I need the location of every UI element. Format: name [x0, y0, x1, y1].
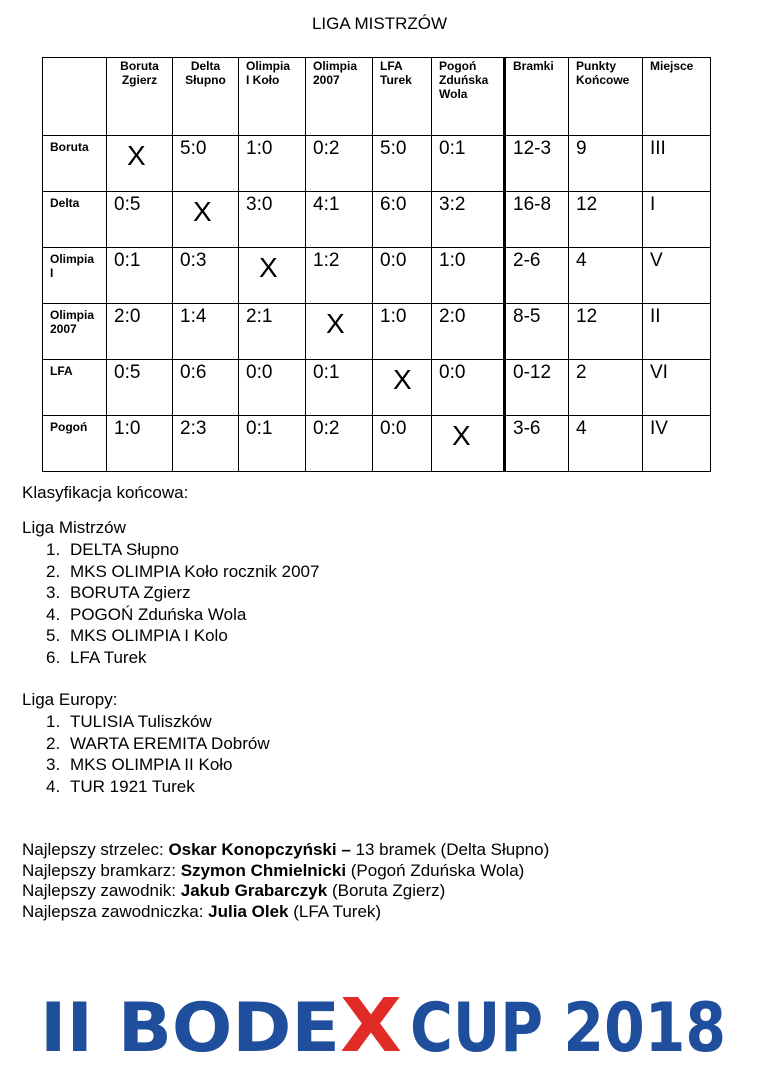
list-item: 1. TULISIA Tuliszków [46, 712, 212, 731]
goals-cell: 3-6 [505, 416, 569, 472]
self-match-cell: X [432, 416, 505, 472]
column-header-line: LFA [380, 59, 403, 73]
award-detail: (Pogoń Zduńska Wola) [346, 860, 525, 880]
score-cell: 0:2 [306, 136, 373, 192]
award-label: Najlepszy zawodnik: [22, 881, 181, 900]
column-header-line: Turek [380, 73, 412, 87]
award-winner-name: Oskar Konopczyński [168, 840, 337, 859]
column-header-line: 2007 [313, 73, 340, 87]
score-cell: 0:5 [107, 360, 173, 416]
list-item-text: DELTA Słupno [70, 540, 179, 559]
champions-league-label: Liga Mistrzów [22, 518, 126, 537]
award-line [22, 881, 549, 902]
row-team-line: Boruta [50, 140, 89, 154]
score-cell: 0:1 [306, 360, 373, 416]
europa-league-label: Liga Europy: [22, 690, 118, 709]
award-dash: – [336, 840, 351, 859]
table-row [43, 360, 711, 416]
list-item: 3. BORUTA Zgierz [46, 583, 191, 603]
list-item: 3. MKS OLIMPIA II Koło [46, 755, 233, 775]
award-winner-name: Jakub Grabarczyk [180, 881, 328, 900]
row-team-line: Olimpia [50, 252, 95, 266]
table-row [43, 416, 711, 472]
row-team-name [43, 192, 107, 248]
list-item-text: BORUTA Zgierz [70, 583, 191, 603]
points-cell: 12 [569, 304, 643, 360]
score-cell: 0:0 [239, 360, 306, 416]
list-item-text: POGOŃ Zduńska Wola [70, 604, 247, 624]
place-cell: V [643, 248, 711, 304]
row-team-line: 2007 [50, 322, 77, 336]
self-match-cell: X [173, 192, 239, 248]
page-title: LIGA MISTRZÓW [311, 14, 448, 33]
column-header-line: Olimpia [313, 59, 358, 73]
self-match-cell: X [373, 360, 432, 416]
column-header [643, 58, 711, 136]
champions-league-list [22, 539, 319, 669]
bodex-cup-logo [40, 983, 730, 1069]
score-cell: 0:0 [373, 416, 432, 472]
awards-section [22, 840, 549, 922]
goals-cell: 16-8 [505, 192, 569, 248]
table-header-row [43, 58, 711, 136]
score-cell: 3:0 [239, 192, 306, 248]
place-cell: I [643, 192, 711, 248]
list-item: 2. WARTA EREMITA Dobrów [46, 733, 270, 753]
score-cell: 0:3 [173, 248, 239, 304]
list-item-text: MKS OLIMPIA I Kolo [70, 626, 228, 646]
row-team-line: Pogoń [50, 420, 88, 434]
score-cell: 2:3 [173, 416, 239, 472]
row-team-name [43, 248, 107, 304]
column-header-line: Końcowe [576, 73, 630, 87]
column-header-line: I Koło [246, 73, 280, 87]
row-team-name [43, 304, 107, 360]
column-header [432, 58, 505, 136]
column-header [373, 58, 432, 136]
logo-text-right: CUP 2018 [410, 989, 726, 1068]
award-winner-name: Szymon Chmielnicki [180, 860, 347, 880]
column-header-line: Punkty [576, 59, 617, 73]
column-header-line: Miejsce [650, 59, 694, 73]
column-header-line: Pogoń [439, 59, 477, 73]
column-header-line: Delta [190, 59, 221, 73]
row-team-name [43, 136, 107, 192]
award-label: Najlepszy strzelec: [22, 840, 169, 859]
europa-league-list [22, 711, 270, 797]
column-header-line: Zduńska [439, 73, 489, 87]
award-detail: 13 bramek (Delta Słupno) [350, 840, 550, 859]
score-cell: 0:1 [107, 248, 173, 304]
score-cell: 1:2 [306, 248, 373, 304]
list-item: 6. LFA Turek [46, 647, 147, 667]
award-detail: (LFA Turek) [288, 901, 382, 921]
score-cell: 3:2 [432, 192, 505, 248]
list-item-text: MKS OLIMPIA Koło rocznik 2007 [70, 561, 320, 581]
results-table [42, 57, 711, 472]
column-header-line: Bramki [513, 59, 554, 73]
logo-text-left: II BODE [40, 989, 340, 1068]
column-header [107, 58, 173, 136]
score-cell: 2:0 [432, 304, 505, 360]
award-label: Najlepszy bramkarz: [22, 860, 181, 880]
self-match-cell: X [239, 248, 306, 304]
list-item-text: WARTA EREMITA Dobrów [70, 733, 270, 753]
goals-cell: 2-6 [505, 248, 569, 304]
award-line [22, 861, 549, 882]
table-row [43, 136, 711, 192]
column-header [173, 58, 239, 136]
score-cell: 1:0 [432, 248, 505, 304]
list-item: 4. POGOŃ Zduńska Wola [46, 604, 247, 624]
points-cell: 4 [569, 248, 643, 304]
column-header-line: Wola [439, 87, 468, 101]
award-label: Najlepsza zawodniczka: [22, 901, 209, 921]
list-item: 4. TUR 1921 Turek [46, 776, 195, 796]
list-item: 2. MKS OLIMPIA Koło rocznik 2007 [46, 561, 320, 581]
list-item: 1. DELTA Słupno [46, 540, 179, 559]
classification-label: Klasyfikacja końcowa: [22, 483, 189, 502]
column-header [306, 58, 373, 136]
award-winner-name: Julia Olek [208, 901, 289, 921]
score-cell: 1:0 [239, 136, 306, 192]
row-team-name [43, 416, 107, 472]
score-cell: 5:0 [373, 136, 432, 192]
table-row [43, 192, 711, 248]
corner-cell [43, 58, 107, 136]
points-cell: 12 [569, 192, 643, 248]
award-line [22, 840, 549, 861]
self-match-cell: X [107, 136, 173, 192]
score-cell: 2:0 [107, 304, 173, 360]
score-cell: 0:0 [432, 360, 505, 416]
place-cell: IV [643, 416, 711, 472]
score-cell: 0:1 [432, 136, 505, 192]
column-header [239, 58, 306, 136]
list-item: 5. MKS OLIMPIA I Kolo [46, 626, 228, 646]
score-cell: 1:0 [373, 304, 432, 360]
column-header-line: Słupno [185, 73, 226, 87]
row-team-name [43, 360, 107, 416]
row-team-line: LFA [50, 364, 73, 378]
list-item-text: LFA Turek [70, 647, 147, 667]
column-header [505, 58, 569, 136]
score-cell: 0:1 [239, 416, 306, 472]
goals-cell: 12-3 [505, 136, 569, 192]
list-item-text: TUR 1921 Turek [70, 776, 195, 796]
list-item-text: MKS OLIMPIA II Koło [70, 755, 233, 775]
row-team-line: Delta [50, 196, 80, 210]
logo-x-mark: X [340, 983, 402, 1069]
column-header-line: Zgierz [121, 73, 158, 87]
score-cell: 0:0 [373, 248, 432, 304]
place-cell: VI [643, 360, 711, 416]
score-cell: 6:0 [373, 192, 432, 248]
score-cell: 4:1 [306, 192, 373, 248]
place-cell: III [643, 136, 711, 192]
goals-cell: 8-5 [505, 304, 569, 360]
points-cell: 4 [569, 416, 643, 472]
table-row [43, 304, 711, 360]
column-header [569, 58, 643, 136]
table-row [43, 248, 711, 304]
score-cell: 0:2 [306, 416, 373, 472]
row-team-line: I [50, 266, 54, 280]
self-match-cell: X [306, 304, 373, 360]
award-detail: (Boruta Zgierz) [327, 881, 446, 900]
score-cell: 1:4 [173, 304, 239, 360]
score-cell: 0:6 [173, 360, 239, 416]
points-cell: 9 [569, 136, 643, 192]
score-cell: 1:0 [107, 416, 173, 472]
row-team-line: Olimpia [50, 308, 95, 322]
score-cell: 0:5 [107, 192, 173, 248]
list-item-text: TULISIA Tuliszków [70, 712, 212, 731]
place-cell: II [643, 304, 711, 360]
score-cell: 2:1 [239, 304, 306, 360]
points-cell: 2 [569, 360, 643, 416]
score-cell: 5:0 [173, 136, 239, 192]
column-header-line: Olimpia [246, 59, 291, 73]
goals-cell: 0-12 [505, 360, 569, 416]
award-line [22, 902, 549, 923]
column-header-line: Boruta [120, 59, 159, 73]
